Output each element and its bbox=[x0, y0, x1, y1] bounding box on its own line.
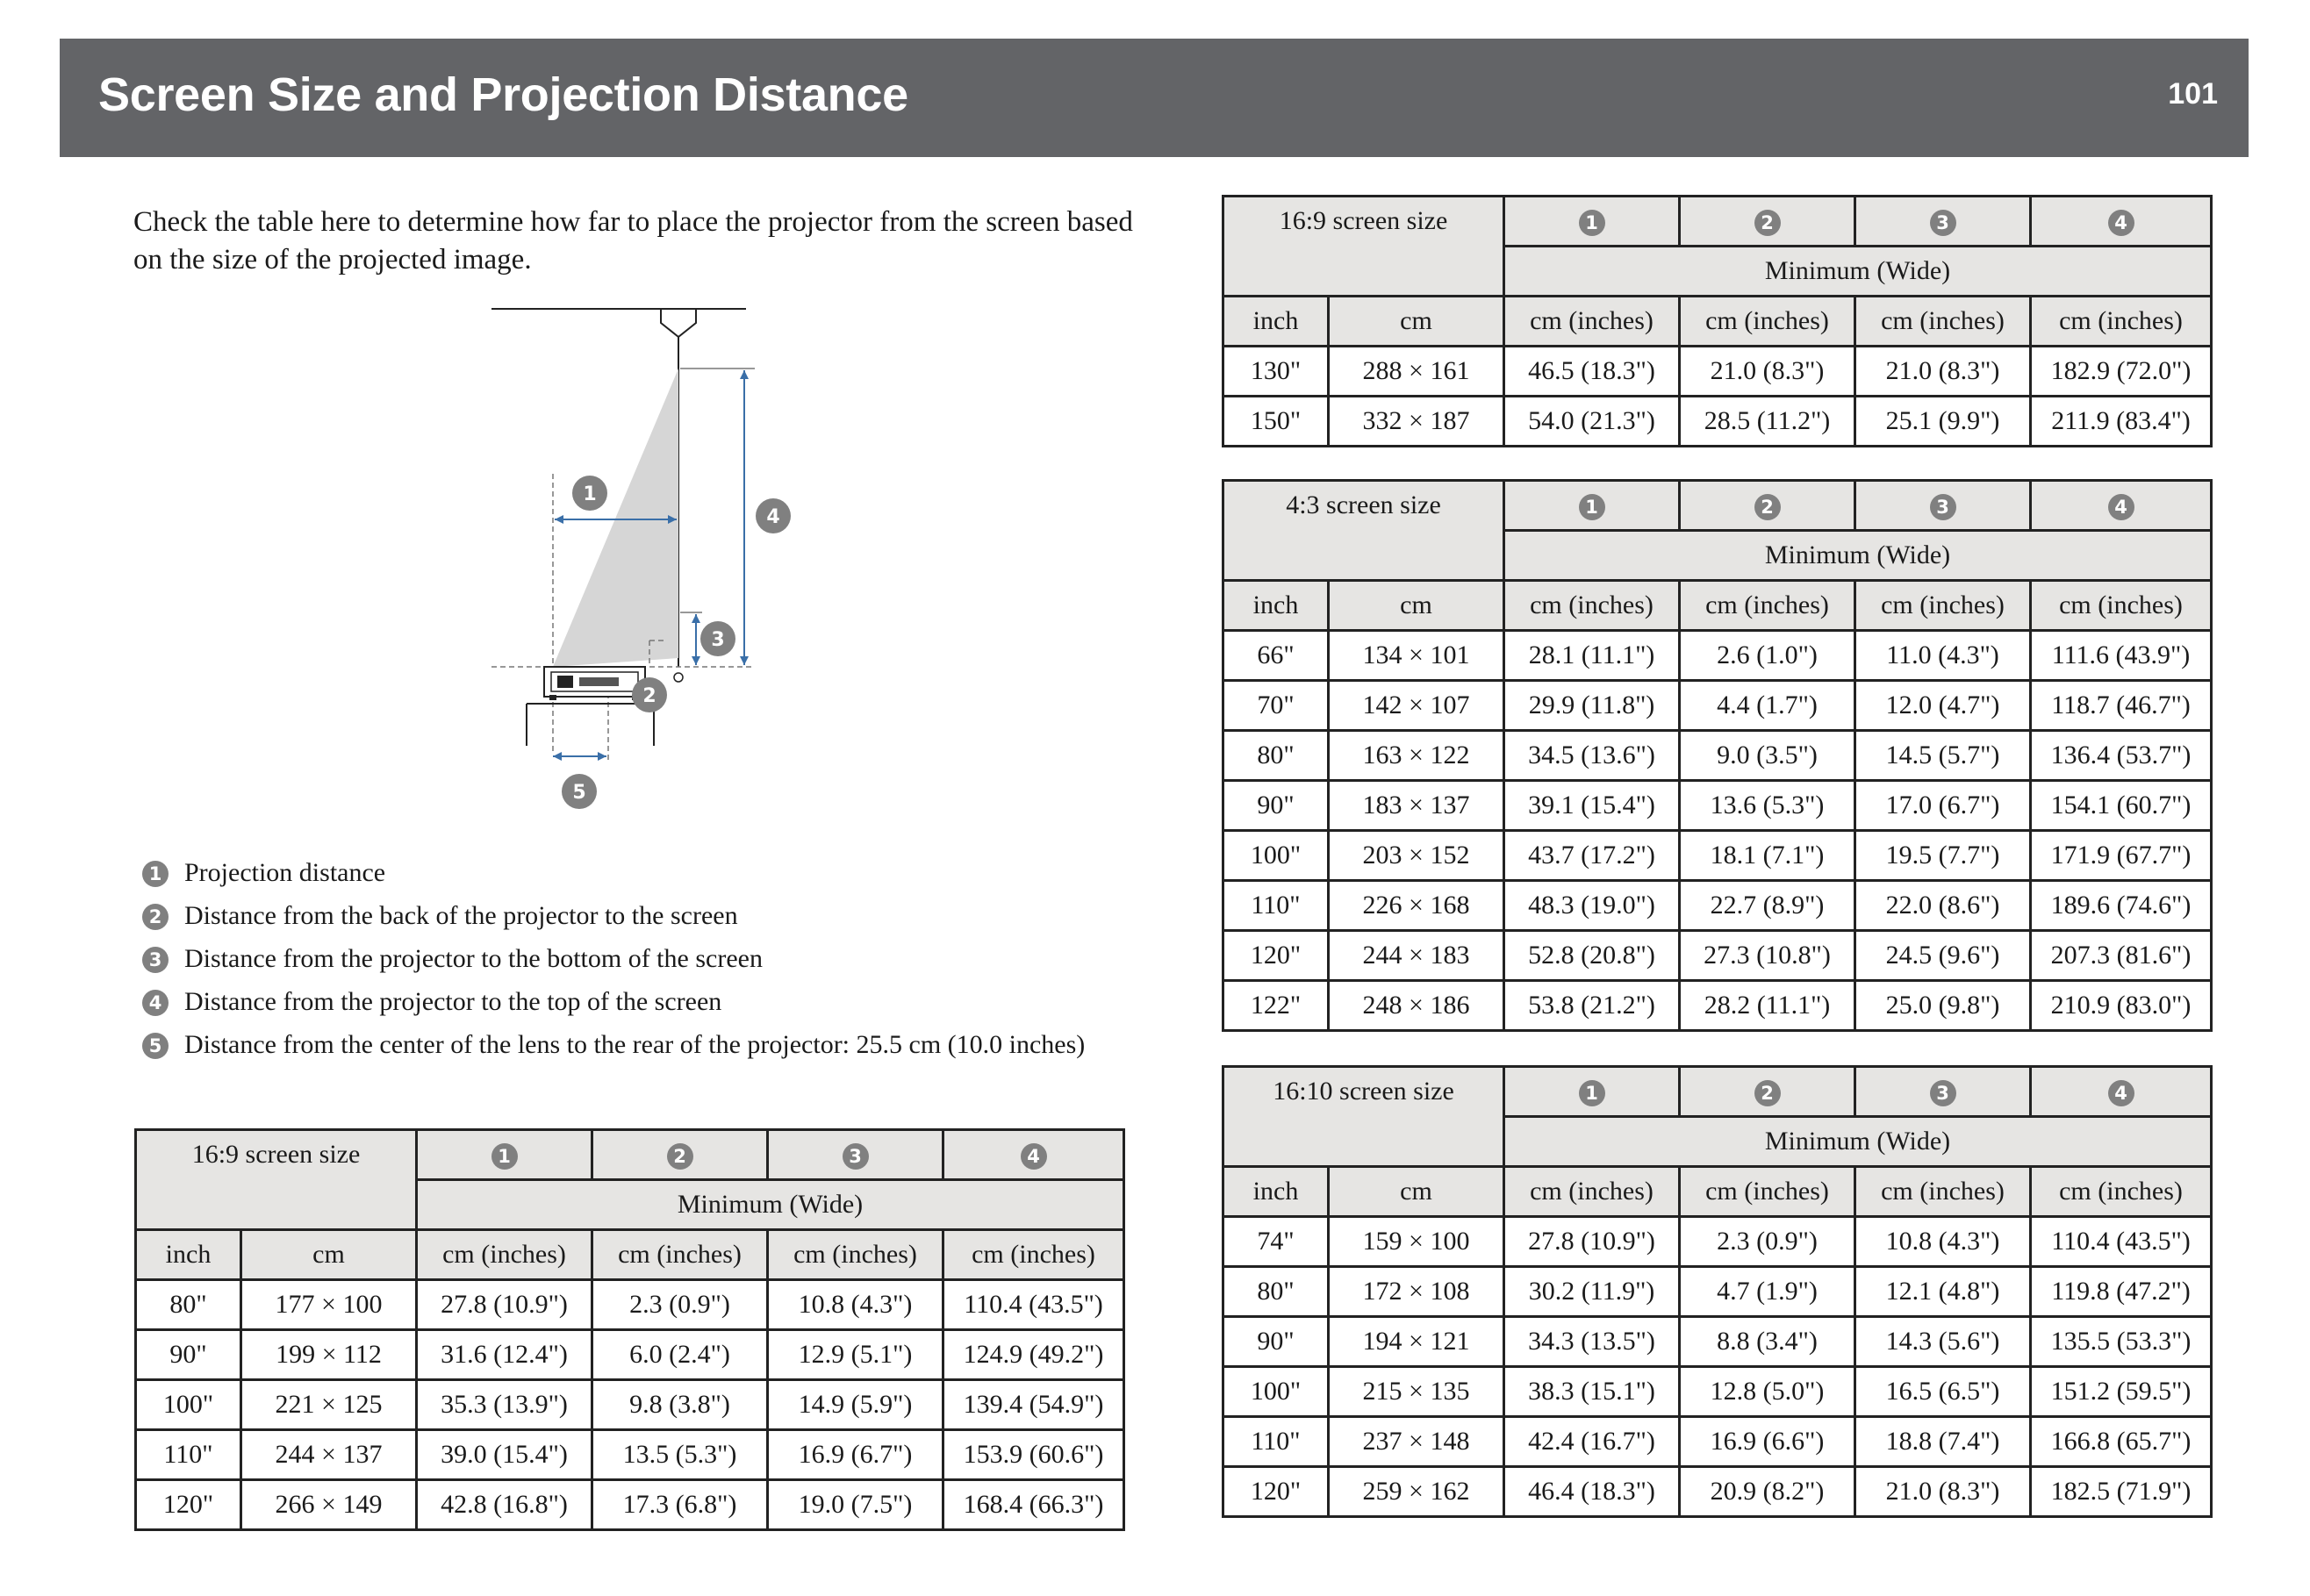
ceiling-mount bbox=[661, 309, 696, 337]
table-cell: 90" bbox=[1223, 1317, 1329, 1367]
table-cell: 110.4 (43.5") bbox=[2031, 1217, 2212, 1267]
svg-text:5: 5 bbox=[572, 782, 586, 804]
table-cell: 12.9 (5.1") bbox=[768, 1330, 943, 1380]
table-16-10 bbox=[1222, 1065, 2213, 1518]
table-cell: 182.9 (72.0") bbox=[2031, 347, 2212, 397]
table-cell: 31.6 (12.4") bbox=[417, 1330, 592, 1380]
table-cell: 12.0 (4.7") bbox=[1855, 681, 2031, 731]
table-cell: 130" bbox=[1223, 347, 1329, 397]
unit-header: cm (inches) bbox=[417, 1230, 592, 1280]
table-cell: 2.6 (1.0") bbox=[1680, 631, 1855, 681]
table-cell: 27.8 (10.9") bbox=[417, 1280, 592, 1330]
table-16-9-large bbox=[1222, 195, 2213, 447]
marker-1-icon: 1 bbox=[1579, 1080, 1605, 1106]
table-cell: 54.0 (21.3") bbox=[1504, 397, 1680, 447]
table-cell: 120" bbox=[1223, 1467, 1329, 1517]
col-marker-4 bbox=[943, 1130, 1124, 1180]
table-cell: 6.0 (2.4") bbox=[592, 1330, 768, 1380]
unit-header: inch bbox=[1223, 1167, 1329, 1217]
table-cell: 22.7 (8.9") bbox=[1680, 881, 1855, 931]
diagram-legend bbox=[142, 856, 1160, 1071]
table-cell: 34.3 (13.5") bbox=[1504, 1317, 1680, 1367]
legend-text: Distance from the projector to the top of the screen bbox=[184, 987, 722, 1016]
col-marker-1 bbox=[1504, 1067, 1680, 1117]
unit-header: cm (inches) bbox=[1504, 1167, 1680, 1217]
table-cell: 172 × 108 bbox=[1329, 1267, 1504, 1317]
unit-header: cm (inches) bbox=[768, 1230, 943, 1280]
table-cell: 17.3 (6.8") bbox=[592, 1480, 768, 1530]
table-cell: 120" bbox=[1223, 931, 1329, 981]
table-row bbox=[136, 1430, 1124, 1480]
unit-header: cm bbox=[241, 1230, 417, 1280]
table-cell: 28.2 (11.1") bbox=[1680, 981, 1855, 1031]
col-marker-3 bbox=[1855, 197, 2031, 247]
table-cell: 16.5 (6.5") bbox=[1855, 1367, 2031, 1417]
col-marker-3 bbox=[768, 1130, 943, 1180]
table-cell: 159 × 100 bbox=[1329, 1217, 1504, 1267]
svg-text:3: 3 bbox=[711, 629, 725, 651]
table-cell: 177 × 100 bbox=[241, 1280, 417, 1330]
table-cell: 17.0 (6.7") bbox=[1855, 781, 2031, 831]
intro-paragraph: Check the table here to determine how far to place the projector from the screen based on the size of the projected image. bbox=[133, 206, 1133, 276]
table-cell: 166.8 (65.7") bbox=[2031, 1417, 2212, 1467]
unit-header: inch bbox=[1223, 581, 1329, 631]
table-row bbox=[1223, 681, 2212, 731]
marker-3-icon: 3 bbox=[1930, 1080, 1956, 1106]
table-cell: 30.2 (11.9") bbox=[1504, 1267, 1680, 1317]
table-cell: 20.9 (8.2") bbox=[1680, 1467, 1855, 1517]
table-row bbox=[1223, 631, 2212, 681]
table-cell: 66" bbox=[1223, 631, 1329, 681]
legend-marker-4-icon: 4 bbox=[142, 990, 169, 1016]
table-cell: 27.8 (10.9") bbox=[1504, 1217, 1680, 1267]
marker-4-icon: 4 bbox=[2108, 494, 2134, 520]
table-cell: 28.1 (11.1") bbox=[1504, 631, 1680, 681]
table-cell: 80" bbox=[136, 1280, 241, 1330]
col-marker-2 bbox=[1680, 197, 1855, 247]
table-cell: 110" bbox=[136, 1430, 241, 1480]
table-cell: 259 × 162 bbox=[1329, 1467, 1504, 1517]
table-cell: 142 × 107 bbox=[1329, 681, 1504, 731]
unit-header: cm bbox=[1329, 581, 1504, 631]
table-cell: 27.3 (10.8") bbox=[1680, 931, 1855, 981]
table-cell: 248 × 186 bbox=[1329, 981, 1504, 1031]
table-cell: 211.9 (83.4") bbox=[2031, 397, 2212, 447]
table-cell: 8.8 (3.4") bbox=[1680, 1317, 1855, 1367]
table-cell: 203 × 152 bbox=[1329, 831, 1504, 881]
table-row bbox=[1223, 1267, 2212, 1317]
legend-text: Distance from the back of the projector to the screen bbox=[184, 901, 738, 930]
table-row bbox=[136, 1480, 1124, 1530]
table-cell: 39.1 (15.4") bbox=[1504, 781, 1680, 831]
table-cell: 38.3 (15.1") bbox=[1504, 1367, 1680, 1417]
table-cell: 16.9 (6.7") bbox=[768, 1430, 943, 1480]
table-cell: 226 × 168 bbox=[1329, 881, 1504, 931]
table-row bbox=[1223, 397, 2212, 447]
screen-size-header: 16:9 screen size bbox=[136, 1130, 417, 1230]
table-cell: 150" bbox=[1223, 397, 1329, 447]
table-row bbox=[1223, 347, 2212, 397]
table-cell: 80" bbox=[1223, 731, 1329, 781]
table-row bbox=[1223, 781, 2212, 831]
svg-text:2: 2 bbox=[642, 685, 656, 707]
table-cell: 2.3 (0.9") bbox=[592, 1280, 768, 1330]
subheader: Minimum (Wide) bbox=[1504, 247, 2212, 297]
unit-header: cm bbox=[1329, 1167, 1504, 1217]
table-cell: 139.4 (54.9") bbox=[943, 1380, 1124, 1430]
marker-5-icon bbox=[562, 774, 597, 809]
col-marker-1 bbox=[1504, 481, 1680, 531]
svg-text:1: 1 bbox=[583, 483, 597, 505]
light-cone bbox=[553, 369, 678, 667]
table-cell: 46.5 (18.3") bbox=[1504, 347, 1680, 397]
unit-header: cm (inches) bbox=[2031, 581, 2212, 631]
unit-header: cm (inches) bbox=[1855, 1167, 2031, 1217]
table-cell: 194 × 121 bbox=[1329, 1317, 1504, 1367]
page-header bbox=[60, 39, 2249, 157]
table-cell: 35.3 (13.9") bbox=[417, 1380, 592, 1430]
table-cell: 100" bbox=[1223, 831, 1329, 881]
marker-1-icon bbox=[572, 476, 607, 511]
table-cell: 42.4 (16.7") bbox=[1504, 1417, 1680, 1467]
table-cell: 207.3 (81.6") bbox=[2031, 931, 2212, 981]
table-cell: 111.6 (43.9") bbox=[2031, 631, 2212, 681]
col-marker-4 bbox=[2031, 1067, 2212, 1117]
table-cell: 90" bbox=[136, 1330, 241, 1380]
table-cell: 119.8 (47.2") bbox=[2031, 1267, 2212, 1317]
table-16-9-small bbox=[134, 1128, 1125, 1531]
table-row bbox=[1223, 931, 2212, 981]
table-cell: 10.8 (4.3") bbox=[1855, 1217, 2031, 1267]
legend-item bbox=[142, 942, 1160, 976]
marker-1-icon: 1 bbox=[1579, 210, 1605, 236]
table-cell: 135.5 (53.3") bbox=[2031, 1317, 2212, 1367]
table-row bbox=[1223, 981, 2212, 1031]
unit-header: cm (inches) bbox=[1680, 1167, 1855, 1217]
table-cell: 21.0 (8.3") bbox=[1680, 347, 1855, 397]
marker-4-icon: 4 bbox=[2108, 210, 2134, 236]
table-row bbox=[136, 1380, 1124, 1430]
table-cell: 100" bbox=[1223, 1367, 1329, 1417]
table-row bbox=[1223, 1217, 2212, 1267]
marker-4-icon bbox=[756, 498, 791, 533]
legend-item bbox=[142, 1028, 1160, 1062]
table-cell: 100" bbox=[136, 1380, 241, 1430]
marker-2-icon: 2 bbox=[667, 1143, 693, 1170]
table-cell: 199 × 112 bbox=[241, 1330, 417, 1380]
marker-2-icon: 2 bbox=[1754, 210, 1781, 236]
col-marker-2 bbox=[1680, 1067, 1855, 1117]
table-cell: 80" bbox=[1223, 1267, 1329, 1317]
table-cell: 120" bbox=[136, 1480, 241, 1530]
table-cell: 52.8 (20.8") bbox=[1504, 931, 1680, 981]
marker-1-icon: 1 bbox=[1579, 494, 1605, 520]
table-cell: 21.0 (8.3") bbox=[1855, 1467, 2031, 1517]
table-cell: 25.1 (9.9") bbox=[1855, 397, 2031, 447]
table-row bbox=[136, 1330, 1124, 1380]
marker-3-icon: 3 bbox=[1930, 210, 1956, 236]
table-4-3 bbox=[1222, 479, 2213, 1032]
table-row bbox=[1223, 731, 2212, 781]
table-cell: 266 × 149 bbox=[241, 1480, 417, 1530]
table-cell: 118.7 (46.7") bbox=[2031, 681, 2212, 731]
table-cell: 221 × 125 bbox=[241, 1380, 417, 1430]
col-marker-3 bbox=[1855, 1067, 2031, 1117]
table-cell: 22.0 (8.6") bbox=[1855, 881, 2031, 931]
legend-text: Distance from the center of the lens to the rear of the projector: 25.5 cm (10.0 inches) bbox=[184, 1030, 1086, 1059]
table-cell: 70" bbox=[1223, 681, 1329, 731]
table-cell: 210.9 (83.0") bbox=[2031, 981, 2212, 1031]
unit-header: cm (inches) bbox=[1680, 581, 1855, 631]
unit-header: inch bbox=[1223, 297, 1329, 347]
table-cell: 18.1 (7.1") bbox=[1680, 831, 1855, 881]
page-title: Screen Size and Projection Distance bbox=[98, 68, 908, 121]
table-cell: 154.1 (60.7") bbox=[2031, 781, 2212, 831]
col-marker-1 bbox=[1504, 197, 1680, 247]
table-cell: 4.7 (1.9") bbox=[1680, 1267, 1855, 1317]
page-number: 101 bbox=[2168, 77, 2218, 111]
table-cell: 42.8 (16.8") bbox=[417, 1480, 592, 1530]
svg-text:4: 4 bbox=[766, 506, 780, 528]
table-cell: 14.9 (5.9") bbox=[768, 1380, 943, 1430]
table-row bbox=[1223, 1317, 2212, 1367]
table-row bbox=[1223, 831, 2212, 881]
table-cell: 90" bbox=[1223, 781, 1329, 831]
legend-item bbox=[142, 985, 1160, 1019]
unit-header: cm (inches) bbox=[943, 1230, 1124, 1280]
unit-header: cm (inches) bbox=[592, 1230, 768, 1280]
table-cell: 25.0 (9.8") bbox=[1855, 981, 2031, 1031]
table-cell: 136.4 (53.7") bbox=[2031, 731, 2212, 781]
legend-item bbox=[142, 856, 1160, 890]
table-cell: 43.7 (17.2") bbox=[1504, 831, 1680, 881]
table-cell: 168.4 (66.3") bbox=[943, 1480, 1124, 1530]
table-cell: 124.9 (49.2") bbox=[943, 1330, 1124, 1380]
marker-3-icon: 3 bbox=[843, 1143, 869, 1170]
marker-4-icon: 4 bbox=[1021, 1143, 1047, 1170]
col-marker-4 bbox=[2031, 481, 2212, 531]
table-cell: 46.4 (18.3") bbox=[1504, 1467, 1680, 1517]
table-cell: 151.2 (59.5") bbox=[2031, 1367, 2212, 1417]
table-cell: 11.0 (4.3") bbox=[1855, 631, 2031, 681]
table-cell: 189.6 (74.6") bbox=[2031, 881, 2212, 931]
table-cell: 9.0 (3.5") bbox=[1680, 731, 1855, 781]
table-cell: 215 × 135 bbox=[1329, 1367, 1504, 1417]
col-marker-2 bbox=[592, 1130, 768, 1180]
table-cell: 153.9 (60.6") bbox=[943, 1430, 1124, 1480]
marker-4-icon: 4 bbox=[2108, 1080, 2134, 1106]
table-row bbox=[1223, 1367, 2212, 1417]
table-cell: 288 × 161 bbox=[1329, 347, 1504, 397]
unit-header: cm (inches) bbox=[2031, 1167, 2212, 1217]
legend-text: Projection distance bbox=[184, 858, 386, 887]
table-cell: 332 × 187 bbox=[1329, 397, 1504, 447]
table-cell: 122" bbox=[1223, 981, 1329, 1031]
table-cell: 18.8 (7.4") bbox=[1855, 1417, 2031, 1467]
table-row bbox=[136, 1280, 1124, 1330]
marker-2-icon: 2 bbox=[1754, 494, 1781, 520]
legend-marker-5-icon: 5 bbox=[142, 1033, 169, 1059]
table-cell: 29.9 (11.8") bbox=[1504, 681, 1680, 731]
table-cell: 244 × 183 bbox=[1329, 931, 1504, 981]
unit-header: cm bbox=[1329, 297, 1504, 347]
table-cell: 171.9 (67.7") bbox=[2031, 831, 2212, 881]
table-row bbox=[1223, 1467, 2212, 1517]
legend-marker-3-icon: 3 bbox=[142, 947, 169, 973]
table-cell: 28.5 (11.2") bbox=[1680, 397, 1855, 447]
legend-text: Distance from the projector to the bottom of the screen bbox=[184, 944, 763, 973]
table-cell: 182.5 (71.9") bbox=[2031, 1467, 2212, 1517]
subheader: Minimum (Wide) bbox=[417, 1180, 1124, 1230]
marker-2-icon: 2 bbox=[1754, 1080, 1781, 1106]
screen-size-header: 4:3 screen size bbox=[1223, 481, 1504, 581]
table-cell: 9.8 (3.8") bbox=[592, 1380, 768, 1430]
screen-size-header: 16:10 screen size bbox=[1223, 1067, 1504, 1167]
table-cell: 10.8 (4.3") bbox=[768, 1280, 943, 1330]
table-cell: 134 × 101 bbox=[1329, 631, 1504, 681]
unit-header: cm (inches) bbox=[1680, 297, 1855, 347]
marker-3-icon: 3 bbox=[1930, 494, 1956, 520]
table-cell: 110" bbox=[1223, 881, 1329, 931]
table-cell: 19.0 (7.5") bbox=[768, 1480, 943, 1530]
table-cell: 39.0 (15.4") bbox=[417, 1430, 592, 1480]
table-cell: 12.8 (5.0") bbox=[1680, 1367, 1855, 1417]
table-cell: 48.3 (19.0") bbox=[1504, 881, 1680, 931]
table-cell: 19.5 (7.7") bbox=[1855, 831, 2031, 881]
legend-marker-1-icon: 1 bbox=[142, 861, 169, 887]
projection-diagram bbox=[491, 298, 825, 825]
table-cell: 13.5 (5.3") bbox=[592, 1430, 768, 1480]
table-row bbox=[1223, 1417, 2212, 1467]
col-marker-4 bbox=[2031, 197, 2212, 247]
table-cell: 2.3 (0.9") bbox=[1680, 1217, 1855, 1267]
unit-header: cm (inches) bbox=[1855, 297, 2031, 347]
legend-marker-2-icon: 2 bbox=[142, 904, 169, 930]
table-cell: 34.5 (13.6") bbox=[1504, 731, 1680, 781]
table-cell: 53.8 (21.2") bbox=[1504, 981, 1680, 1031]
table-cell: 24.5 (9.6") bbox=[1855, 931, 2031, 981]
unit-header: cm (inches) bbox=[1855, 581, 2031, 631]
table-cell: 74" bbox=[1223, 1217, 1329, 1267]
legend-item bbox=[142, 899, 1160, 933]
unit-header: inch bbox=[136, 1230, 241, 1280]
table-cell: 16.9 (6.6") bbox=[1680, 1417, 1855, 1467]
unit-header: cm (inches) bbox=[1504, 581, 1680, 631]
marker-2-icon bbox=[632, 677, 667, 712]
table-cell: 110.4 (43.5") bbox=[943, 1280, 1124, 1330]
col-marker-2 bbox=[1680, 481, 1855, 531]
marker-3-icon bbox=[700, 621, 735, 656]
table-cell: 12.1 (4.8") bbox=[1855, 1267, 2031, 1317]
table-cell: 163 × 122 bbox=[1329, 731, 1504, 781]
subheader: Minimum (Wide) bbox=[1504, 1117, 2212, 1167]
marker-1-icon: 1 bbox=[491, 1143, 518, 1170]
unit-header: cm (inches) bbox=[2031, 297, 2212, 347]
col-marker-3 bbox=[1855, 481, 2031, 531]
unit-header: cm (inches) bbox=[1504, 297, 1680, 347]
table-cell: 4.4 (1.7") bbox=[1680, 681, 1855, 731]
table-cell: 13.6 (5.3") bbox=[1680, 781, 1855, 831]
table-cell: 237 × 148 bbox=[1329, 1417, 1504, 1467]
screen-size-header: 16:9 screen size bbox=[1223, 197, 1504, 297]
table-cell: 183 × 137 bbox=[1329, 781, 1504, 831]
table-row bbox=[1223, 881, 2212, 931]
projector-icon bbox=[544, 667, 645, 700]
table-cell: 14.5 (5.7") bbox=[1855, 731, 2031, 781]
col-marker-1 bbox=[417, 1130, 592, 1180]
table-cell: 21.0 (8.3") bbox=[1855, 347, 2031, 397]
subheader: Minimum (Wide) bbox=[1504, 531, 2212, 581]
table-cell: 244 × 137 bbox=[241, 1430, 417, 1480]
table-cell: 14.3 (5.6") bbox=[1855, 1317, 2031, 1367]
table-cell: 110" bbox=[1223, 1417, 1329, 1467]
